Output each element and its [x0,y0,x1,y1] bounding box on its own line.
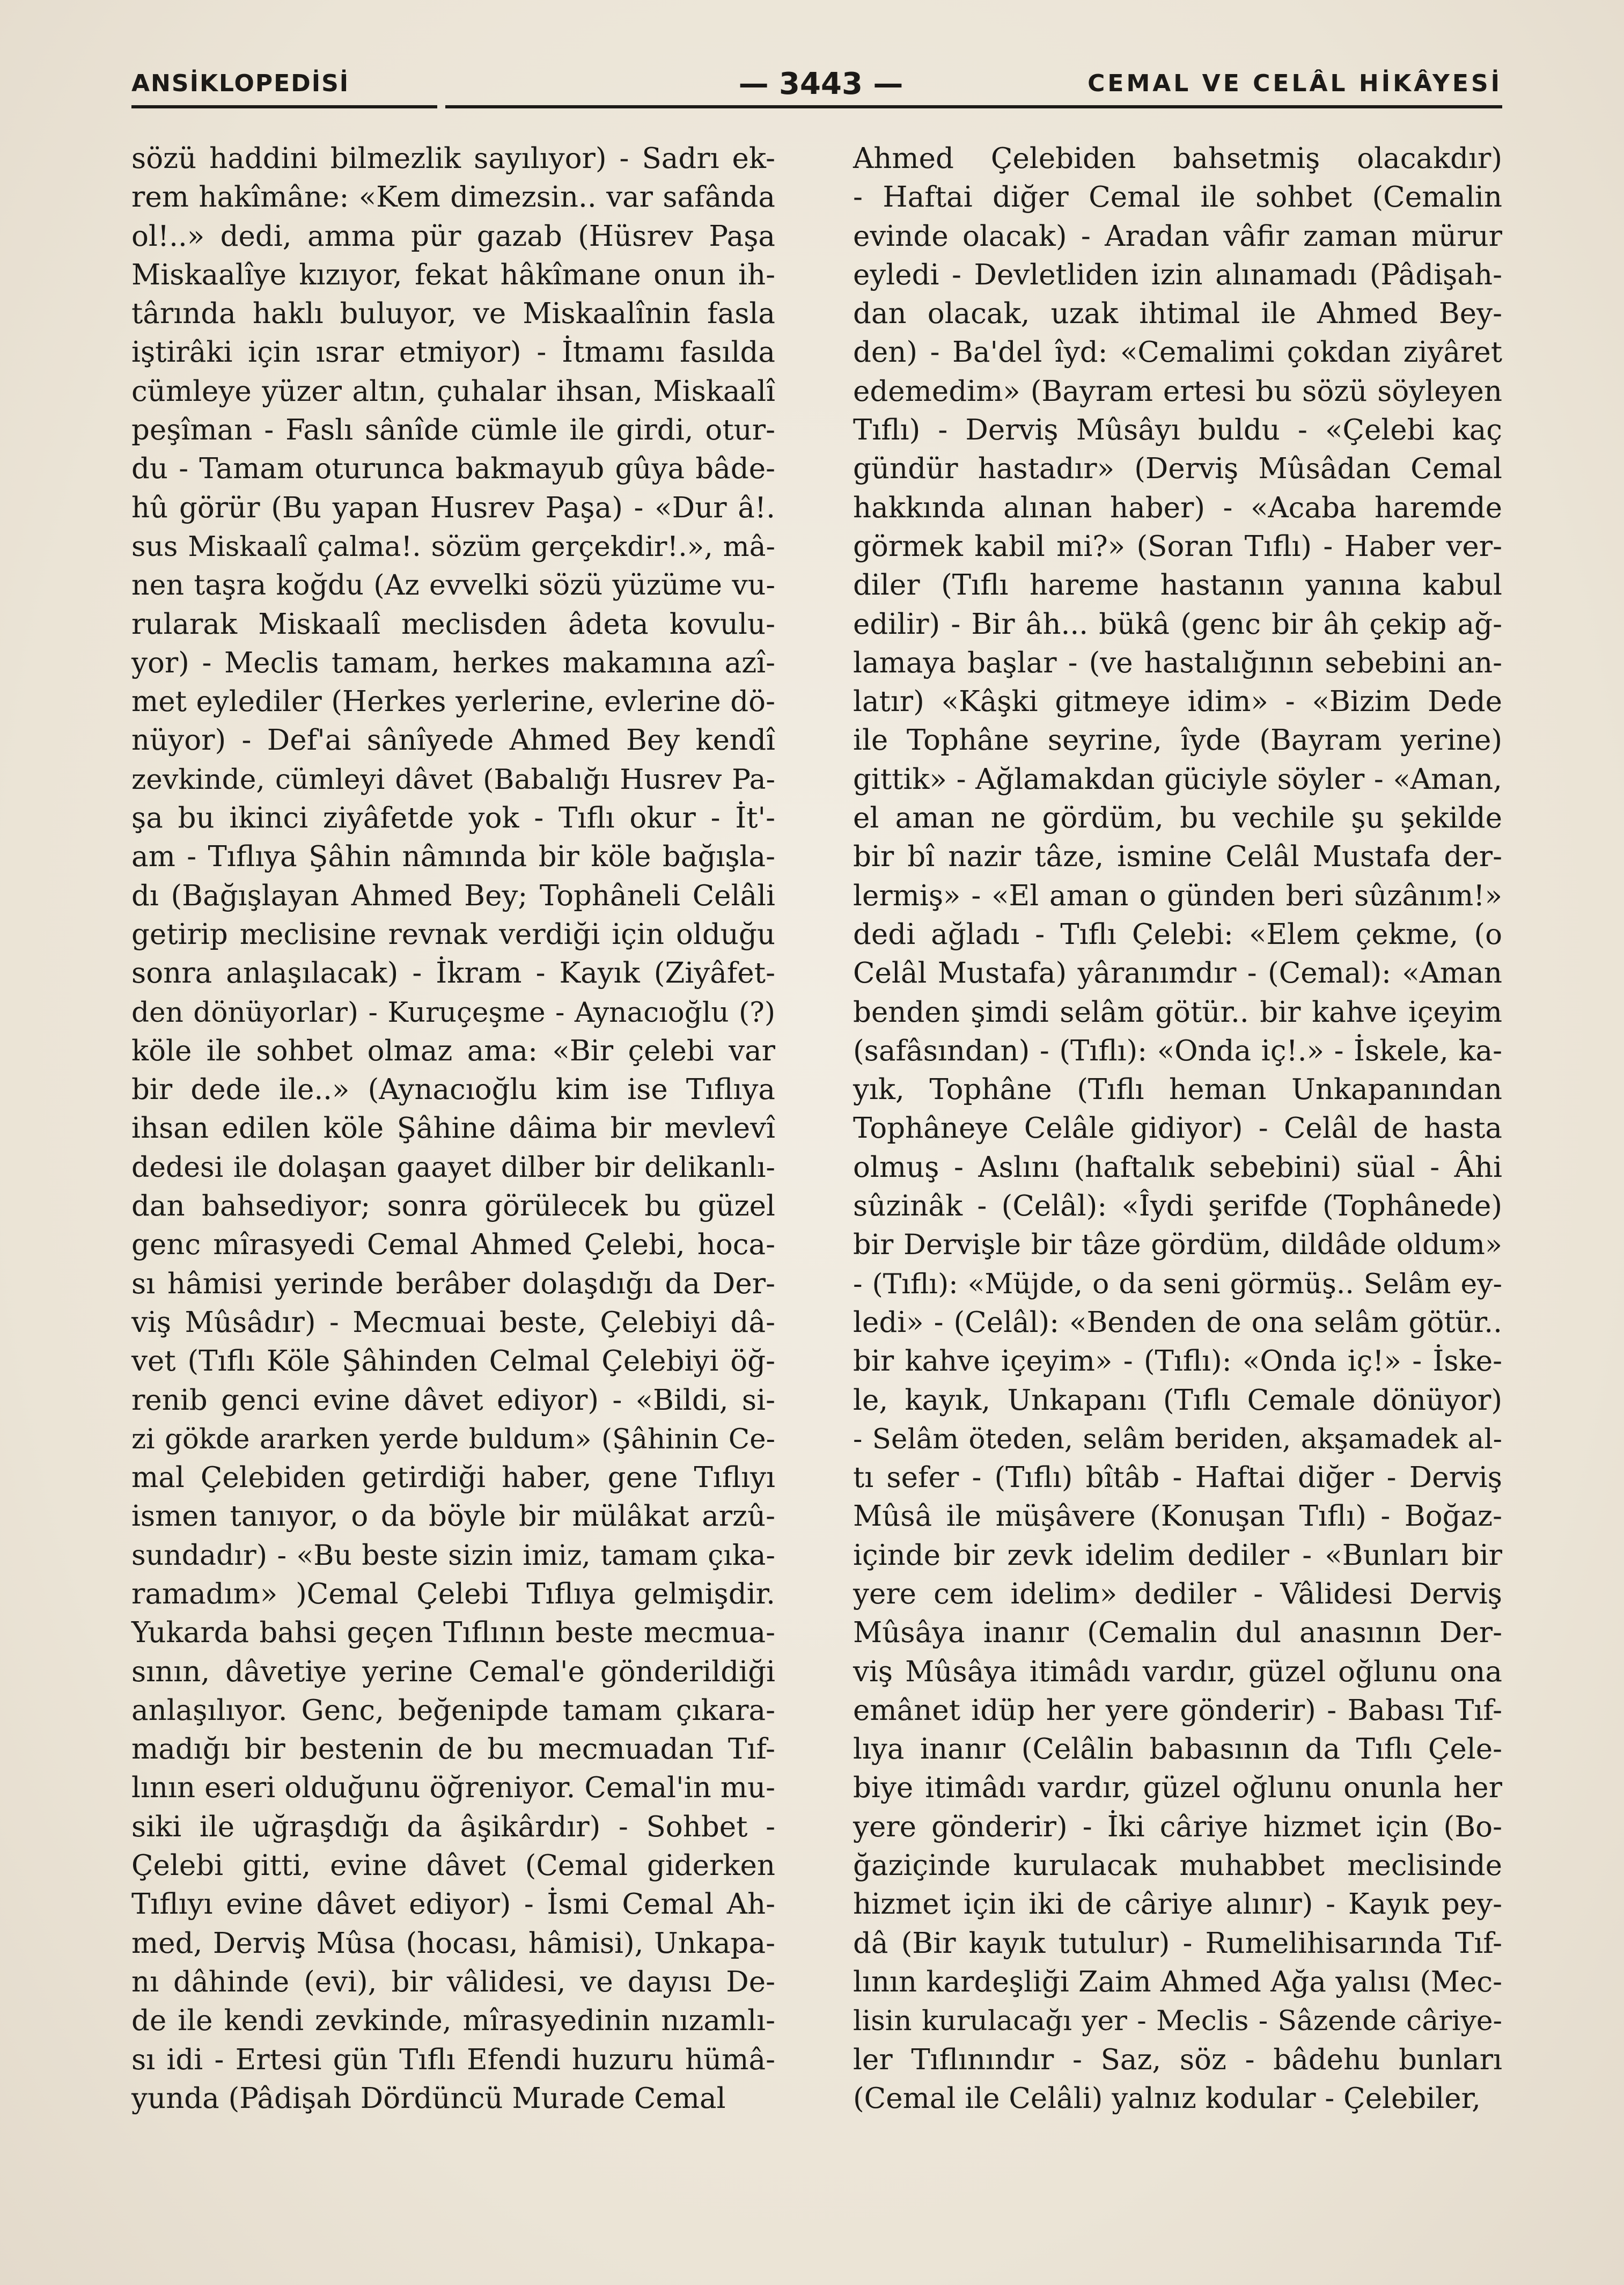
text-line: latır) «Kâşki gitmeye idim» - «Bizim Dede [853,685,1502,719]
text-line: bir dede ile..» (Aynacıoğlu kim ise Tıflıya [131,1073,775,1107]
text-line: nen taşra koğdu (Az evvelki sözü yüzüme vu- [131,569,775,602]
text-line: madığı bir bestenin de bu mecmuadan Tıf- [131,1733,775,1766]
text-line: benden şimdi selâm götür.. bir kahve içeyim [853,995,1502,1029]
right-text-column [853,140,1502,2118]
text-line: nüyor) - Def'ai sânîyede Ahmed Bey kendî [131,724,775,757]
text-line: târında haklı buluyor, ve Miskaalînin fasla [131,297,775,331]
text-line: yor) - Meclis tamam, herkes makamına azî- [131,646,775,679]
text-line: getirip meclisine revnak verdiği için olduğu [131,918,775,951]
text-line: gittik» - Ağlamakdan güciyle söyler - «Aman, [853,763,1502,796]
header-page-number: — 3443 — [738,67,903,101]
text-line: Tıflıyı evine dâvet ediyor) - İsmi Cemal Ah- [131,1888,775,1921]
text-line: am - Tıflıya Şâhin nâmında bir köle bağışla- [131,840,775,874]
text-line: edilir) - Bir âh... bükâ (genc bir âh çekip ağ- [853,607,1502,641]
text-line: lisin kurulacağı yer - Meclis - Sâzende câriye- [853,2005,1502,2038]
page-header [131,64,1502,107]
text-line: zi gökde ararken yerde buldum» (Şâhinin Ce- [131,1423,775,1455]
text-line: ol!..» dedi, amma pür gazab (Hüsrev Paşa [131,219,775,253]
text-line: içinde bir zevk idelim dediler - «Bunları bir [853,1539,1502,1572]
header-rule-right [445,105,1502,108]
text-line: viş Mûsâdır) - Mecmuai beste, Çelebiyi dâ- [131,1306,775,1339]
text-line: - Selâm öteden, selâm beriden, akşamadek al- [853,1423,1502,1455]
text-line: le, kayık, Unkapanı (Tıflı Cemale dönüyor) [853,1383,1502,1417]
text-line: med, Derviş Mûsa (hocası, hâmisi), Unkapa- [131,1927,775,1960]
text-line: yık, Tophâne (Tıflı heman Unkapanından [853,1073,1502,1107]
text-line: met eylediler (Herkes yerlerine, evlerine dö- [131,685,775,719]
text-line: eyledi - Devletliden izin alınamadı (Pâdişah- [853,258,1502,291]
text-line: viş Mûsâya itimâdı vardır, güzel oğlunu ona [853,1655,1502,1688]
text-line: köle ile sohbet olmaz ama: «Bir çelebi var [131,1034,775,1067]
text-line: ihsan edilen köle Şâhine dâima bir mevlevî [131,1112,775,1145]
text-line: şa bu ikinci ziyâfetde yok - Tıflı okur - İt'- [131,802,775,835]
text-line: yere cem idelim» dediler - Vâlidesi Derviş [853,1577,1502,1610]
text-line: (Cemal ile Celâli) yalnız kodular - Çelebiler, [853,2082,1481,2115]
text-line: (safâsından) - (Tıflı): «Onda iç!.» - İskele, ka- [853,1034,1502,1067]
text-line: evinde olacak) - Aradan vâfir zaman mürur [853,219,1502,253]
text-line: ledi» - (Celâl): «Benden de ona selâm götür.. [853,1306,1502,1339]
text-line: dedesi ile dolaşan gaayet dilber bir delikanlı- [131,1151,775,1184]
text-line: genc mîrasyedi Cemal Ahmed Çelebi, hoca- [131,1228,775,1262]
text-line: Tophâneye Celâle gidiyor) - Celâl de hasta [853,1112,1502,1145]
text-line: ismen tanıyor, o da böyle bir mülâkat arzû- [131,1500,775,1533]
text-line: yunda (Pâdişah Dördüncü Murade Cemal [131,2082,726,2115]
text-line: - (Tıflı): «Müjde, o da seni görmüş.. Selâm ey- [853,1268,1502,1300]
text-line: ramadım» )Cemal Çelebi Tıflıya gelmişdir. [131,1577,775,1610]
text-line: tı sefer - (Tıflı) bîtâb - Haftai diğer - Derviş [853,1461,1502,1495]
text-line: el aman ne gördüm, bu vechile şu şekilde [853,802,1502,835]
text-line: edemedim» (Bayram ertesi bu sözü söyleyen [853,375,1502,408]
text-line: lermiş» - «El aman o günden beri sûzânım!» [853,879,1502,912]
text-line: anlaşılıyor. Genc, beğenipde tamam çıkara- [131,1694,775,1727]
text-line: den) - Ba'del îyd: «Cemalimi çokdan ziyâret [853,336,1502,369]
text-line: rem hakîmâne: «Kem dimezsin.. var safânda [131,181,775,214]
text-line: hakkında alınan haber) - «Acaba haremde [853,491,1502,524]
left-text-column [131,140,775,2118]
text-line: sözü haddini bilmezlik sayılıyor) - Sadrı ek- [131,142,775,175]
text-line: Tıflı) - Derviş Mûsâyı buldu - «Çelebi kaç [853,414,1502,447]
text-line: gündür hastadır» (Derviş Mûsâdan Cemal [853,452,1502,486]
text-line: Mûsâya inanır (Cemalin dul anasının Der- [853,1616,1502,1650]
text-line: biye itimâdı vardır, güzel oğlunu onunla her [853,1771,1502,1805]
text-line: cümleye yüzer altın, çuhalar ihsan, Miskaalî [131,375,775,408]
text-line: sus Miskaalî çalma!. sözüm gerçekdir!.», mâ- [131,530,775,563]
text-line: hizmet için iki de câriye alınır) - Kayık pey- [853,1888,1502,1921]
text-line: bir kahve içeyim» - (Tıflı): «Onda iç!» - İske- [853,1345,1502,1378]
text-line: rularak Miskaalî meclisden âdeta kovulu- [131,607,775,641]
text-line: görmek kabil mi?» (Soran Tıflı) - Haber ver- [853,530,1502,563]
text-line: Çelebi gitti, evine dâvet (Cemal giderken [131,1849,775,1883]
text-line: zevkinde, cümleyi dâvet (Babalığı Husrev Pa- [131,763,775,796]
text-line: ler Tıflınındır - Saz, söz - bâdehu bunları [853,2043,1502,2076]
text-line: sûzinâk - (Celâl): «Îydi şerifde (Tophânede) [853,1190,1502,1223]
text-line: peşîman - Faslı sânîde cümle ile girdi, otur- [131,414,775,447]
text-line: dâ (Bir kayık tutulur) - Rumelihisarında Tıf- [853,1927,1502,1960]
text-line: yere gönderir) - İki câriye hizmet için (Bo- [853,1810,1502,1843]
text-line: siki ile uğraşdığı da âşikârdır) - Sohbet - [131,1810,775,1843]
text-line: dı (Bağışlayan Ahmed Bey; Tophâneli Celâli [131,879,775,912]
text-line: lıya inanır (Celâlin babasının da Tıflı Çele- [853,1733,1502,1766]
text-line: dan bahsediyor; sonra görülecek bu güzel [131,1190,775,1223]
text-line: ğaziçinde kurulacak muhabbet meclisinde [853,1849,1502,1883]
text-line: Mûsâ ile müşâvere (Konuşan Tıflı) - Boğaz- [853,1500,1502,1533]
text-line: vet (Tıflı Köle Şâhinden Celmal Çelebiyi öğ- [131,1345,775,1378]
text-line: Ahmed Çelebiden bahsetmiş olacakdır) [853,142,1502,175]
text-line: lının kardeşliği Zaim Ahmed Ağa yalısı (Mec- [853,1965,1502,1998]
text-line: - Haftai diğer Cemal ile sohbet (Cemalin [853,181,1502,214]
text-line: sundadır) - «Bu beste sizin imiz, tamam çıka- [131,1539,775,1572]
text-line: bir bî nazir tâze, ismine Celâl Mustafa der- [853,840,1502,874]
text-line: dedi ağladı - Tıflı Çelebi: «Elem çekme, (o [853,918,1502,951]
text-line: diler (Tıflı hareme hastanın yanına kabul [853,569,1502,602]
text-line: sı idi - Ertesi gün Tıflı Efendi huzuru hümâ- [131,2043,775,2076]
text-line: lamaya başlar - (ve hastalığının sebebini an- [853,646,1502,679]
text-line: hû görür (Bu yapan Husrev Paşa) - «Dur â!. [131,491,775,524]
header-entry-title: CEMAL VE CELÂL HİKÂYESİ [1087,70,1502,97]
text-line: iştirâki için ısrar etmiyor) - İtmamı fasılda [131,336,775,369]
text-line: olmuş - Aslını (haftalık sebebini) süal - Âhi [853,1151,1502,1184]
text-line: Celâl Mustafa) yâranımdır - (Cemal): «Aman [853,957,1502,990]
header-rule-left [131,105,437,108]
text-line: emânet idüp her yere gönderir) - Babası Tıf- [853,1694,1502,1727]
text-line: Yukarda bahsi geçen Tıflının beste mecmua- [131,1616,775,1650]
text-line: Miskaalîye kızıyor, fekat hâkîmane onun ih- [131,258,775,291]
text-line: sının, dâvetiye yerine Cemal'e gönderildiği [131,1655,775,1688]
text-line: sı hâmisi yerinde berâber dolaşdığı da Der- [131,1267,775,1300]
text-line: ile Tophâne seyrine, îyde (Bayram yerine) [853,724,1502,757]
text-line: dan olacak, uzak ihtimal ile Ahmed Bey- [853,297,1502,331]
text-line: du - Tamam oturunca bakmayub gûya bâde- [131,452,775,486]
text-line: den dönüyorlar) - Kuruçeşme - Aynacıoğlu (?) [131,996,775,1029]
header-encyclopedia-title: ANSİKLOPEDİSİ [131,70,350,97]
text-line: bir Dervişle bir tâze gördüm, dildâde oldum» [853,1228,1502,1262]
text-line: nı dâhinde (evi), bir vâlidesi, ve dayısı De- [131,1965,775,1998]
text-line: renib genci evine dâvet ediyor) - «Bildi, si- [131,1383,775,1417]
text-line: de ile kendi zevkinde, mîrasyedinin nızamlı- [131,2004,775,2038]
text-line: lının eseri olduğunu öğreniyor. Cemal'in mu- [131,1771,775,1805]
text-line: sonra anlaşılacak) - İkram - Kayık (Ziyâfet- [131,957,775,990]
text-line: mal Çelebiden getirdiği haber, gene Tıflıyı [131,1461,775,1495]
